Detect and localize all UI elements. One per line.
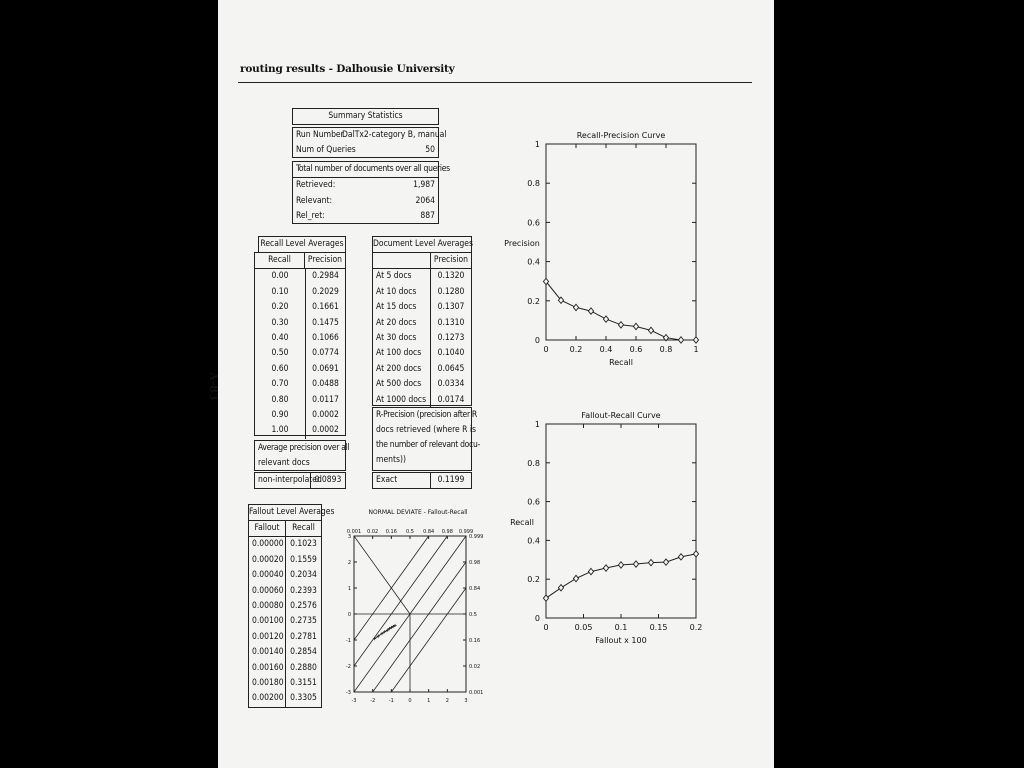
data-point	[648, 327, 653, 333]
data-point	[543, 595, 548, 601]
data-point	[633, 323, 638, 329]
table-row	[373, 377, 471, 392]
data-point	[633, 561, 638, 567]
doc-cutoff-label: At 1000 docs	[373, 393, 431, 408]
bottom-tick-label: -1	[388, 698, 394, 704]
relevant-label: Relevant:	[296, 195, 333, 206]
bottom-tick-label: -2	[370, 698, 376, 704]
fallout-level-title: Fallout Level Averages	[248, 504, 322, 521]
y-tick-label: 0.6	[527, 218, 540, 228]
summary-run-box	[292, 127, 447, 158]
table-row	[373, 331, 471, 346]
table-row	[249, 630, 321, 645]
doc-precision-value: 0.0645	[437, 363, 465, 374]
rprecision-box	[372, 407, 480, 471]
doc-precision-value: 0.1320	[437, 271, 465, 282]
x-tick-label: 0	[543, 623, 549, 632]
top-tick-label: 0.001	[346, 529, 362, 535]
page-header: routing results - Dalhousie University	[240, 63, 455, 75]
table-row	[255, 423, 345, 438]
table-row	[249, 614, 321, 629]
recall-value: 0.60	[255, 362, 306, 377]
recall-level-title: Recall Level Averages	[258, 236, 346, 253]
chart-title: Recall-Precision Curve	[576, 131, 666, 140]
table-row	[249, 537, 321, 552]
recall-col-header: Recall	[255, 253, 305, 268]
exact-box	[372, 472, 472, 489]
table-row	[255, 362, 345, 377]
table-row	[249, 676, 321, 691]
doc-precision-value: 0.0334	[437, 379, 465, 390]
doc-precision-value: 0.0174	[437, 394, 465, 405]
data-point	[618, 562, 623, 568]
table-row	[255, 377, 345, 392]
table-row	[249, 553, 321, 568]
doc-cutoff-label: At 100 docs	[373, 346, 431, 361]
precision-value: 0.1661	[312, 302, 339, 313]
doc-precision-col-header: Precision	[433, 255, 468, 265]
data-point	[648, 559, 653, 565]
fallout-value: 0.00160	[249, 661, 286, 676]
rprec-line-2: docs retrieved (where R is	[376, 425, 477, 435]
table-row	[249, 645, 321, 660]
retrieved-label: Retrieved:	[296, 180, 336, 191]
y-tick-label: 1	[534, 420, 540, 429]
left-tick-label: 2	[347, 560, 351, 566]
avg-precision-box	[254, 440, 350, 471]
x-tick-label: 0.2	[569, 345, 583, 354]
fallout-recall-chart	[500, 400, 720, 656]
table-row	[255, 316, 345, 331]
recall-value: 0.50	[255, 346, 306, 361]
exact-value: 0.1199	[437, 475, 465, 485]
relret-label: Rel_ret:	[296, 211, 325, 222]
totals-title: Total number of documents over all queries	[293, 162, 438, 178]
chart-title: NORMAL DEVIATE - Fallout-Recall	[368, 509, 468, 516]
data-point	[693, 551, 698, 557]
fallout-recall-value: 0.3305	[290, 693, 317, 704]
doc-cutoff-label: At 500 docs	[373, 377, 431, 392]
plot-frame	[546, 144, 696, 340]
left-tick-label: 3	[347, 534, 351, 540]
precision-value: 0.0002	[312, 410, 339, 421]
data-point	[618, 322, 623, 328]
left-tick-label: -3	[346, 690, 351, 696]
avg-precision-label-1: Average precision over all	[258, 443, 350, 453]
data-point	[588, 568, 593, 574]
fallout-recall-value: 0.2735	[290, 616, 317, 627]
y-axis-label: Precision	[504, 238, 540, 248]
document-level-title: Document Level Averages	[372, 236, 472, 253]
rprec-line-1: R-Precision (precision after R	[376, 410, 477, 420]
bottom-tick-label: 1	[427, 698, 431, 704]
recall-value: 0.20	[255, 300, 306, 315]
fallout-value: 0.00060	[249, 584, 286, 599]
table-row	[255, 346, 345, 361]
right-tick-label: 0.16	[469, 638, 481, 644]
fallout-value: 0.00040	[249, 568, 286, 583]
precision-value: 0.2984	[312, 271, 339, 282]
fallout-col-header: Fallout	[249, 521, 286, 536]
relret-value: 887	[420, 211, 435, 222]
doc-cutoff-label: At 20 docs	[373, 316, 431, 331]
data-point	[603, 316, 608, 322]
normal-deviate-chart	[336, 500, 496, 716]
y-tick-label: 0.2	[527, 296, 540, 306]
series-line	[546, 554, 696, 598]
fallout-value: 0.00100	[249, 614, 286, 629]
fallout-value: 0.00180	[249, 676, 286, 691]
fallout-level-table	[248, 520, 322, 708]
left-tick-label: -2	[346, 664, 351, 670]
x-axis-label: Recall	[609, 358, 633, 367]
x-tick-label: 0.8	[659, 345, 673, 354]
chart-title: Fallout-Recall Curve	[581, 411, 661, 420]
left-tick-label: 0	[347, 612, 351, 618]
precision-value: 0.0691	[312, 363, 339, 374]
num-queries-label: Num of Queries	[296, 145, 356, 156]
y-tick-label: 0	[534, 336, 540, 345]
table-row	[249, 568, 321, 583]
y-tick-label: 0	[534, 614, 540, 623]
doc-cutoff-label: At 10 docs	[373, 285, 431, 300]
fallout-value: 0.00140	[249, 645, 286, 660]
y-tick-label: 0.4	[527, 257, 540, 267]
fallout-recall-value: 0.2854	[290, 647, 317, 658]
num-queries-value: 50	[425, 145, 435, 156]
right-tick-label: 0.02	[469, 664, 481, 670]
data-point	[693, 337, 698, 343]
right-tick-label: 0.84	[469, 586, 481, 592]
y-tick-label: 0.4	[527, 536, 540, 546]
noninterp-value: 0.0893	[314, 475, 342, 485]
doc-precision-value: 0.1310	[437, 317, 465, 328]
doc-precision-value: 0.1273	[437, 333, 465, 344]
top-tick-label: 0.98	[441, 529, 453, 535]
right-tick-label: 0.98	[469, 560, 481, 566]
fallout-recall-value: 0.2880	[290, 662, 317, 673]
y-axis-label: Recall	[510, 517, 534, 527]
left-tick-label: -1	[346, 638, 351, 644]
bottom-tick-label: 3	[464, 698, 468, 704]
table-row	[373, 393, 471, 408]
table-row	[249, 691, 321, 706]
header-rule	[238, 82, 752, 83]
document-level-table	[372, 252, 472, 406]
table-row	[373, 285, 471, 300]
table-row	[255, 408, 345, 423]
run-number-label: Run Number	[296, 130, 344, 140]
doc-precision-value: 0.1280	[437, 286, 465, 297]
x-tick-label: 0.2	[689, 623, 703, 632]
reference-line	[354, 536, 410, 614]
noninterp-label: non-interpolated	[255, 473, 311, 488]
x-tick-label: 0.4	[599, 345, 613, 354]
fallout-recall-value: 0.2781	[290, 631, 317, 642]
table-row	[249, 661, 321, 676]
bottom-tick-label: 2	[445, 698, 449, 704]
x-tick-label: 1	[693, 345, 699, 354]
right-tick-label: 0.5	[469, 612, 477, 618]
recall-value: 0.80	[255, 393, 306, 408]
fallout-value: 0.00000	[249, 537, 286, 552]
exact-label: Exact	[373, 473, 431, 488]
data-point	[603, 565, 608, 571]
right-tick-label: 0.001	[469, 690, 484, 696]
doc-cutoff-label: At 30 docs	[373, 331, 431, 346]
fallout-value: 0.00200	[249, 691, 286, 706]
data-point	[678, 554, 683, 560]
fallout-recall-value: 0.2576	[290, 601, 317, 612]
precision-value: 0.2029	[312, 286, 339, 297]
table-row	[373, 269, 471, 284]
recall-value: 0.00	[255, 269, 306, 284]
table-row	[255, 285, 345, 300]
rprec-line-3: the number of relevant docu-	[376, 440, 480, 450]
x-axis-label: Fallout x 100	[595, 636, 647, 645]
fallout-recall-value: 0.2034	[290, 570, 317, 581]
table-row	[373, 362, 471, 377]
precision-value: 0.1475	[312, 317, 339, 328]
doc-cutoff-label: At 200 docs	[373, 362, 431, 377]
recall-level-table	[254, 252, 346, 436]
y-tick-label: 0.6	[527, 497, 540, 507]
precision-value: 0.0774	[312, 348, 339, 359]
doc-precision-value: 0.1307	[437, 302, 465, 313]
run-number-value: DalTx2-category B, manual	[342, 130, 447, 140]
fallout-recall-value: 0.3151	[290, 678, 317, 689]
fallout-value: 0.00020	[249, 553, 286, 568]
table-row	[249, 584, 321, 599]
rprec-line-4: ments))	[376, 455, 406, 465]
recall-value: 0.10	[255, 285, 306, 300]
retrieved-value: 1,987	[413, 180, 435, 191]
precision-value: 0.0002	[312, 425, 339, 436]
y-tick-label: 0.8	[527, 179, 540, 189]
series-line	[546, 282, 696, 341]
x-tick-label: 0	[543, 345, 549, 354]
precision-value: 0.1066	[312, 333, 339, 344]
recall-value: 1.00	[255, 423, 306, 438]
recall-value: 0.30	[255, 316, 306, 331]
right-tick-label: 0.999	[469, 534, 484, 540]
table-row	[255, 300, 345, 315]
recall-value: 0.40	[255, 331, 306, 346]
data-point	[663, 559, 668, 565]
data-point	[678, 337, 683, 343]
doc-cutoff-label: At 15 docs	[373, 300, 431, 315]
table-row	[249, 599, 321, 614]
x-tick-label: 0.15	[649, 623, 668, 632]
fallout-recall-col-header: Recall	[292, 523, 315, 533]
precision-col-header: Precision	[307, 255, 342, 265]
doc-cutoff-label: At 5 docs	[373, 269, 431, 284]
fallout-recall-value: 0.1023	[290, 539, 317, 550]
fallout-value: 0.00120	[249, 630, 286, 645]
table-row	[373, 346, 471, 361]
summary-title: Summary Statistics	[292, 108, 439, 125]
fallout-value: 0.00080	[249, 599, 286, 614]
top-tick-label: 0.16	[385, 529, 397, 535]
plot-frame	[546, 424, 696, 618]
recall-value: 0.70	[255, 377, 306, 392]
y-tick-label: 0.2	[527, 575, 540, 585]
avg-precision-label-2: relevant docs	[258, 458, 310, 469]
table-row	[255, 393, 345, 408]
relevant-value: 2064	[415, 195, 435, 206]
y-tick-label: 1	[534, 140, 540, 149]
top-tick-label: 0.84	[423, 529, 435, 535]
recall-precision-chart	[500, 120, 720, 380]
top-tick-label: 0.02	[367, 529, 379, 535]
precision-value: 0.0117	[312, 394, 339, 405]
noninterp-box	[254, 472, 346, 489]
top-tick-label: 0.5	[406, 529, 414, 535]
left-tick-label: 1	[347, 586, 351, 592]
summary-totals-box	[292, 161, 450, 224]
x-tick-label: 0.05	[574, 623, 593, 632]
precision-value: 0.0488	[312, 379, 339, 390]
bottom-tick-label: -3	[351, 698, 357, 704]
top-tick-label: 0.999	[458, 529, 474, 535]
doc-precision-value: 0.1040	[437, 348, 465, 359]
table-row	[255, 269, 345, 284]
page-number: A-83	[207, 372, 220, 401]
bottom-tick-label: 0	[408, 698, 412, 704]
table-row	[255, 331, 345, 346]
table-row	[373, 316, 471, 331]
data-point	[588, 308, 593, 314]
fallout-recall-value: 0.2393	[290, 585, 317, 596]
y-tick-label: 0.8	[527, 458, 540, 468]
table-row	[373, 300, 471, 315]
data-point	[558, 585, 563, 591]
data-point	[573, 575, 578, 581]
x-tick-label: 0.6	[629, 345, 643, 354]
x-tick-label: 0.1	[614, 623, 628, 632]
recall-value: 0.90	[255, 408, 306, 423]
data-point	[573, 304, 578, 310]
fallout-recall-value: 0.1559	[290, 554, 317, 565]
